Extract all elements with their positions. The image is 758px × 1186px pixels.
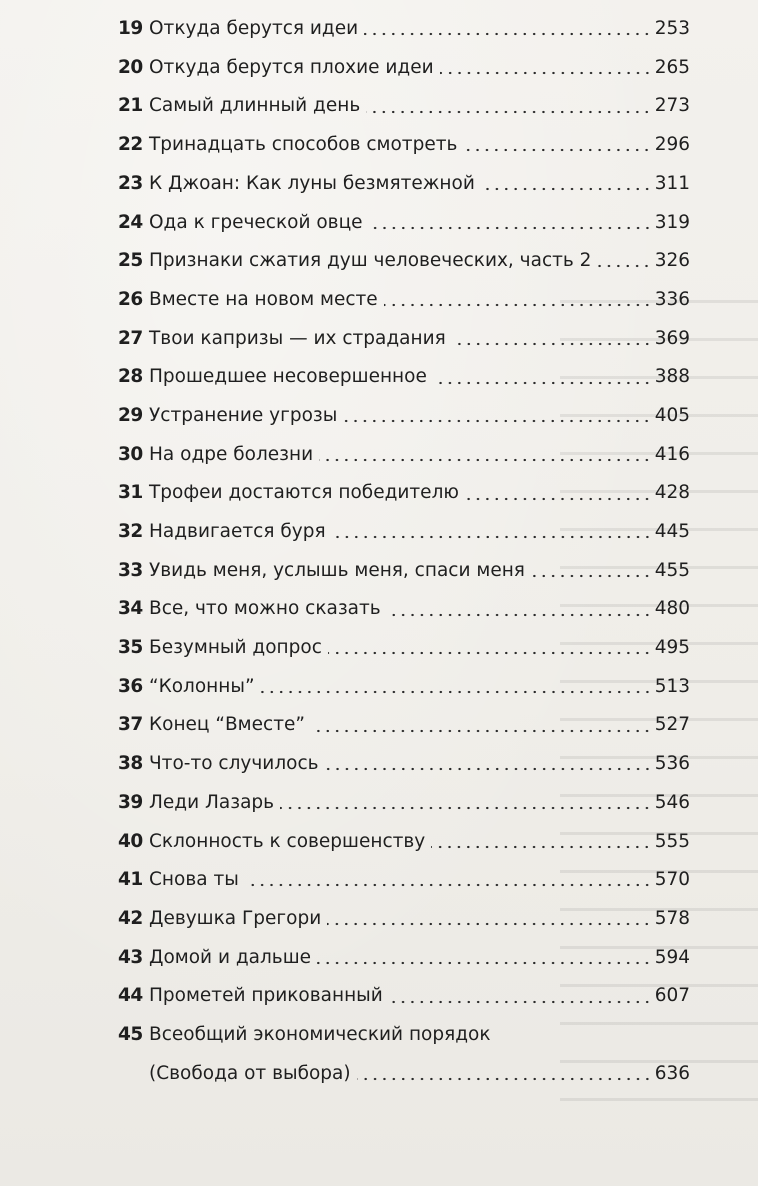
page-number: 265 [654,56,690,78]
dot-leader [387,613,652,617]
toc-entry [118,668,690,707]
dot-leader [369,226,652,230]
chapter-number: 26 [118,288,143,310]
dot-leader [332,535,652,539]
dot-leader [357,1077,652,1081]
page-number: 607 [654,985,690,1007]
toc-entry [118,10,690,49]
toc-entry [118,861,690,900]
chapter-number: 27 [118,327,143,349]
toc-entry [118,474,690,513]
page-number: 636 [654,1062,690,1084]
chapter-number: 25 [118,250,143,272]
toc-entry-continuation [118,1055,690,1094]
chapter-title: Что-то случилось [149,753,319,775]
chapter-title: Всеобщий экономический порядок [149,1023,491,1045]
chapter-number: 42 [118,907,143,929]
chapter-title-continuation: (Свобода от выбора) [149,1062,351,1084]
chapter-title: Леди Лазарь [149,791,275,813]
chapter-title: Склонность к совершенству [149,830,426,852]
chapter-title: Прометей прикованный [149,985,383,1007]
chapter-title: Тринадцать способов смотреть [149,134,458,156]
toc-entry [118,242,690,281]
toc-entry [118,706,690,745]
chapter-number: 35 [118,637,143,659]
page-number: 369 [654,327,690,349]
dot-leader [328,651,652,655]
page-number: 455 [654,559,690,581]
chapter-number: 45 [118,1023,143,1045]
dot-leader [245,883,652,887]
toc-entry [118,49,690,88]
dot-leader [327,922,651,926]
chapter-number: 24 [118,211,143,233]
chapter-title: Самый длинный день [149,95,361,117]
page-number: 319 [654,211,690,233]
chapter-number: 40 [118,830,143,852]
page-number: 405 [654,404,690,426]
page-number: 445 [654,521,690,543]
dot-leader [311,729,652,733]
page-number: 527 [654,714,690,736]
page-number: 513 [654,675,690,697]
chapter-number: 23 [118,172,143,194]
dot-leader [366,110,651,114]
toc-entry [118,126,690,165]
chapter-title: Все, что можно сказать [149,598,381,620]
chapter-title: К Джоан: Как луны безмятежной [149,172,475,194]
page-number: 578 [654,907,690,929]
chapter-title: Ода к греческой овце [149,211,363,233]
page-number: 311 [654,172,690,194]
chapter-number: 44 [118,985,143,1007]
page-number: 326 [654,250,690,272]
page-number: 296 [654,134,690,156]
dot-leader [597,264,651,268]
dot-leader [440,71,652,75]
toc-entry [118,822,690,861]
toc-entry [118,436,690,475]
toc-entry [118,281,690,320]
page-number: 388 [654,366,690,388]
dot-leader [481,187,652,191]
toc-entry [118,203,690,242]
chapter-title: Трофеи достаются победителю [149,482,459,504]
page-number: 416 [654,443,690,465]
toc-entry [118,784,690,823]
chapter-number: 36 [118,675,143,697]
toc-entry [118,977,690,1016]
dot-leader [463,148,651,152]
chapter-title: Прошедшее несовершенное [149,366,427,388]
chapter-number: 32 [118,521,143,543]
chapter-title: Увидь меня, услышь меня, спаси меня [149,559,525,581]
chapter-number: 33 [118,559,143,581]
dot-leader [465,497,652,501]
dot-leader [531,574,652,578]
chapter-title: Устранение угрозы [149,404,338,426]
toc-entry [118,629,690,668]
toc-entry [118,358,690,397]
toc-entry [118,397,690,436]
chapter-number: 39 [118,791,143,813]
chapter-number: 19 [118,18,143,40]
toc-list [118,10,690,1016]
chapter-title: Вместе на новом месте [149,288,378,310]
page-number: 336 [654,288,690,310]
chapter-title: Откуда берутся идеи [149,18,359,40]
chapter-title: Откуда берутся плохие идеи [149,56,434,78]
chapter-title: “Колонны” [149,675,255,697]
toc-entry [118,745,690,784]
page-number: 428 [654,482,690,504]
toc-entry [118,87,690,126]
chapter-number: 29 [118,404,143,426]
dot-leader [319,458,652,462]
chapter-number: 20 [118,56,143,78]
toc-entry [118,165,690,204]
toc-entry [118,513,690,552]
dot-leader [317,961,652,965]
page-number: 536 [654,753,690,775]
chapter-title: Надвигается буря [149,521,326,543]
chapter-number: 22 [118,134,143,156]
toc-entry [118,900,690,939]
chapter-number: 21 [118,95,143,117]
page-number: 594 [654,946,690,968]
toc-entry [118,552,690,591]
toc-entry [118,590,690,629]
page-number: 253 [654,18,690,40]
chapter-title: Признаки сжатия душ человеческих, часть 2 [149,250,592,272]
chapter-title: Снова ты [149,869,239,891]
dot-leader [343,419,651,423]
chapter-number: 30 [118,443,143,465]
dot-leader [261,690,652,694]
chapter-number: 34 [118,598,143,620]
dot-leader [389,1000,652,1004]
chapter-number: 38 [118,753,143,775]
page-number: 480 [654,598,690,620]
toc-entry [118,320,690,359]
dot-leader [431,845,651,849]
page-number: 570 [654,869,690,891]
dot-leader [364,32,652,36]
dot-leader [280,806,652,810]
table-of-contents [118,10,690,1093]
chapter-title: Конец “Вместе” [149,714,305,736]
chapter-number: 37 [118,714,143,736]
chapter-title: На одре болезни [149,443,314,465]
toc-entry [118,1016,690,1055]
page-number: 555 [654,830,690,852]
chapter-title: Девушка Грегори [149,907,322,929]
chapter-title: Твои капризы — их страдания [149,327,446,349]
chapter-title: Домой и дальше [149,946,312,968]
page-number: 546 [654,791,690,813]
chapter-number: 31 [118,482,143,504]
page-number: 495 [654,637,690,659]
chapter-title: Безумный допрос [149,637,322,659]
page-number: 273 [654,95,690,117]
dot-leader [433,381,652,385]
dot-leader [325,767,652,771]
dot-leader [384,303,652,307]
toc-entry [118,939,690,978]
chapter-number: 43 [118,946,143,968]
chapter-number: 28 [118,366,143,388]
chapter-number: 41 [118,869,143,891]
dot-leader [452,342,652,346]
